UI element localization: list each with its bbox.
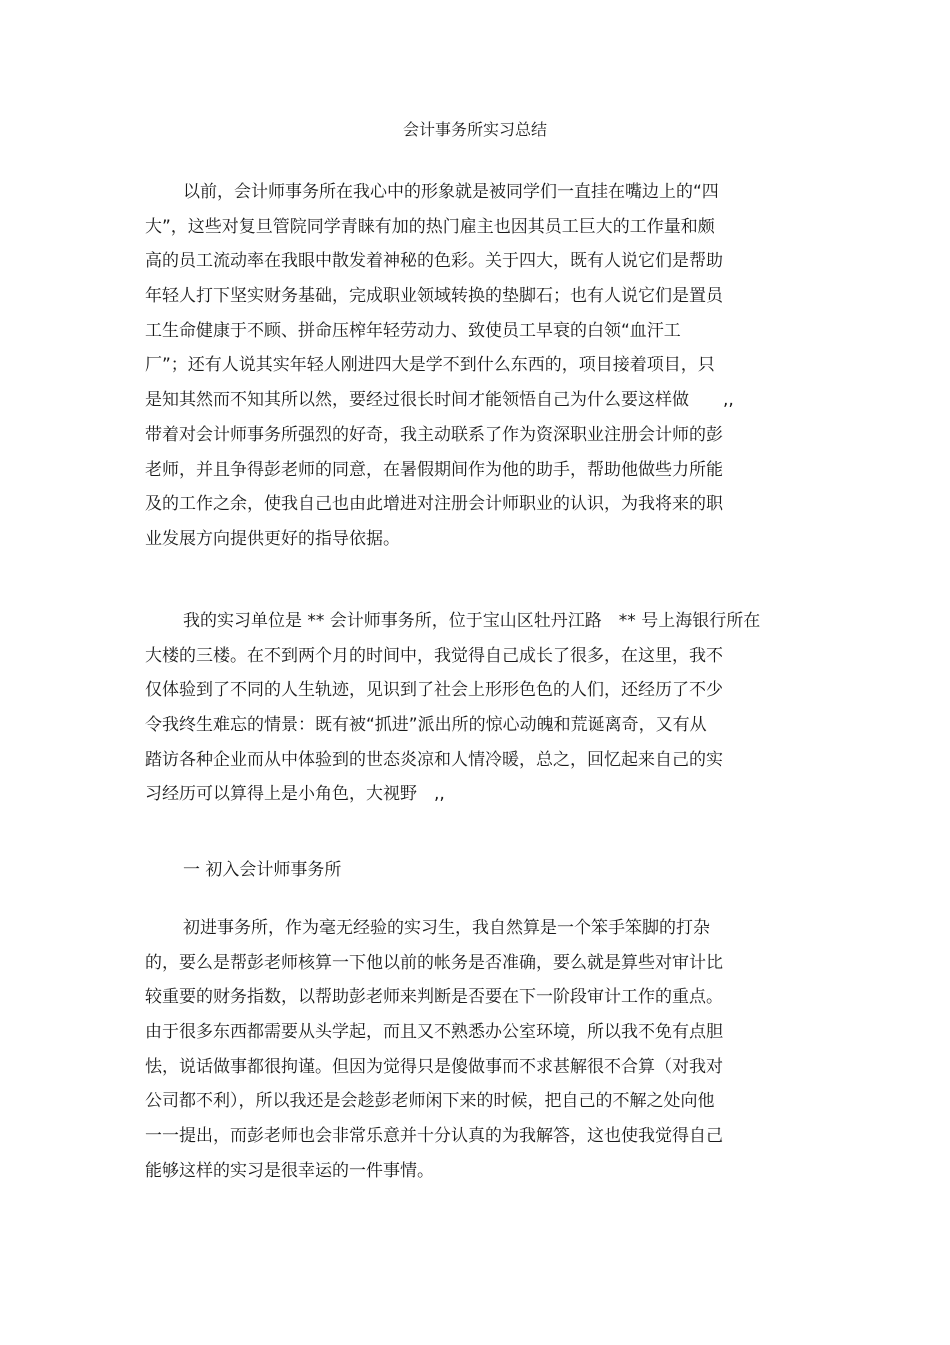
paragraph-line: 以前，会计师事务所在我心中的形象就是被同学们一直挂在嘴边上的“四 xyxy=(183,182,719,202)
paragraph-line: 带着对会计师事务所强烈的好奇，我主动联系了作为资深职业注册会计师的彭 xyxy=(145,424,723,445)
paragraph-line: 较重要的财务指数，以帮助彭老师来判断是否要在下一阶段审计工作的重点。 xyxy=(145,987,723,1008)
paragraph-line: 业发展方向提供更好的指导依据。 xyxy=(145,528,400,549)
paragraph-line: 工生命健康于不顾、拼命压榨年轻劳动力、致使员工早衰的白领“血汗工 xyxy=(145,320,681,341)
paragraph-line: 能够这样的实习是很幸运的一件事情。 xyxy=(145,1160,434,1181)
paragraph-line: 我的实习单位是 ** 会计师事务所，位于宝山区牡丹江路 ** 号上海银行所在 xyxy=(183,611,761,631)
paragraph-line: 习经历可以算得上是小角色，大视野 ,, xyxy=(145,784,445,805)
paragraph-line: 初进事务所，作为毫无经验的实习生，我自然算是一个笨手笨脚的打杂 xyxy=(183,918,710,938)
paragraph-line: 是知其然而不知其所以然，要经过很长时间才能领悟自己为什么要这样做 ,, xyxy=(145,390,734,411)
paragraph-line: 厂”；还有人说其实年轻人刚进四大是学不到什么东西的，项目接着项目，只 xyxy=(145,355,715,376)
paragraph-first-days xyxy=(145,911,805,1189)
paragraph-line: 怯，说话做事都很拘谨。但因为觉得只是傻做事而不求甚解很不合算（对我对 xyxy=(145,1056,723,1077)
paragraph-internship-unit xyxy=(145,604,805,812)
section-heading: 一 初入会计师事务所 xyxy=(183,860,342,880)
paragraph-line: 仅体验到了不同的人生轨迹，见识到了社会上形形色色的人们，还经历了不少 xyxy=(145,680,723,701)
paragraph-line: 一一提出，而彭老师也会非常乐意并十分认真的为我解答，这也使我觉得自己 xyxy=(145,1126,723,1147)
paragraph-line: 高的员工流动率在我眼中散发着神秘的色彩。关于四大，既有人说它们是帮助 xyxy=(145,251,723,272)
paragraph-line: 由于很多东西都需要从头学起，而且又不熟悉办公室环境，所以我不免有点胆 xyxy=(145,1022,723,1043)
paragraph-line: 及的工作之余，使我自己也由此增进对注册会计师职业的认识，为我将来的职 xyxy=(145,494,723,515)
paragraph-intro xyxy=(145,175,805,557)
paragraph-line: 老师，并且争得彭老师的同意，在暑假期间作为他的助手，帮助他做些力所能 xyxy=(145,459,723,480)
paragraph-line: 令我终生难忘的情景：既有被“抓进”派出所的惊心动魄和荒诞离奇，又有从 xyxy=(145,715,707,736)
paragraph-line: 踏访各种企业而从中体验到的世态炎凉和人情冷暖，总之，回忆起来自己的实 xyxy=(145,749,723,770)
paragraph-line: 大”，这些对复旦管院同学青睐有加的热门雇主也因其员工巨大的工作量和颇 xyxy=(145,216,715,237)
document-title: 会计事务所实习总结 xyxy=(402,120,547,139)
paragraph-line: 大楼的三楼。在不到两个月的时间中，我觉得自己成长了很多，在这里，我不 xyxy=(145,645,723,666)
paragraph-line: 年轻人打下坚实财务基础，完成职业领域转换的垫脚石；也有人说它们是置员 xyxy=(145,286,723,307)
paragraph-line: 的，要么是帮彭老师核算一下他以前的帐务是否准确，要么就是算些对审计比 xyxy=(145,952,723,973)
paragraph-line: 公司都不利），所以我还是会趁彭老师闲下来的时候，把自己的不解之处向他 xyxy=(145,1091,715,1112)
